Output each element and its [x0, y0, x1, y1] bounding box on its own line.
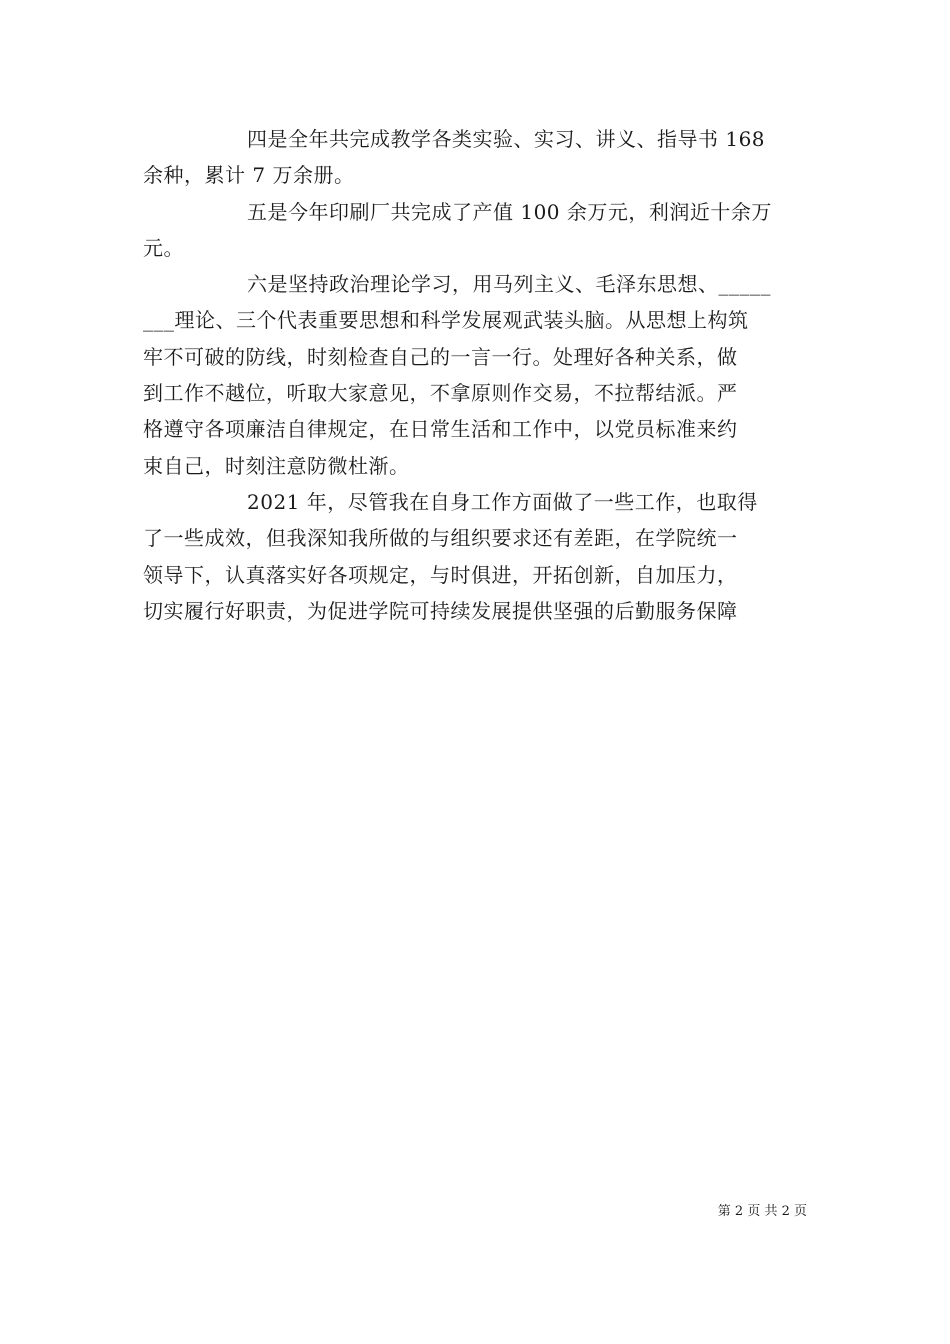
text-line: 2021 年，尽管我在自身工作方面做了一些工作，也取得 — [247, 489, 758, 514]
text-line: 元。 — [143, 235, 184, 260]
text-line: 到工作不越位，听取大家意见，不拿原则作交易，不拉帮结派。严 — [143, 381, 738, 406]
page-number-footer: 第 2 页 共 2 页 — [717, 1204, 807, 1219]
text-line: 领导下，认真落实好各项规定，与时俱进，开拓创新，自加压力， — [143, 562, 738, 587]
text-line: 束自己，时刻注意防微杜渐。 — [143, 453, 410, 478]
text-line: 六是坚持政治理论学习，用马列主义、毛泽东思想、_____ — [247, 272, 771, 297]
text-line: 四是全年共完成教学各类实验、实习、讲义、指导书 168 — [247, 127, 766, 151]
text-line: 牢不可破的防线，时刻检查自己的一言一行。处理好各种关系，做 — [143, 344, 738, 369]
text-line: ___理论、三个代表重要思想和科学发展观武装头脑。从思想上构筑 — [143, 308, 749, 333]
text-line: 切实履行好职责，为促进学院可持续发展提供坚强的后勤服务保障 — [143, 598, 738, 623]
paragraph-achievement-four — [143, 121, 807, 194]
document-body — [143, 121, 807, 629]
paragraph-achievement-six — [143, 266, 807, 484]
text-line: 了一些成效，但我深知我所做的与组织要求还有差距，在学院统一 — [143, 526, 738, 551]
text-line: 五是今年印刷厂共完成了产值 100 余万元，利润近十余万 — [247, 199, 772, 224]
text-line: 格遵守各项廉洁自律规定，在日常生活和工作中，以党员标准来约 — [143, 417, 738, 442]
paragraph-achievement-five — [143, 194, 807, 267]
paragraph-summary — [143, 484, 807, 629]
text-line: 余种，累计 7 万余册。 — [143, 163, 355, 188]
